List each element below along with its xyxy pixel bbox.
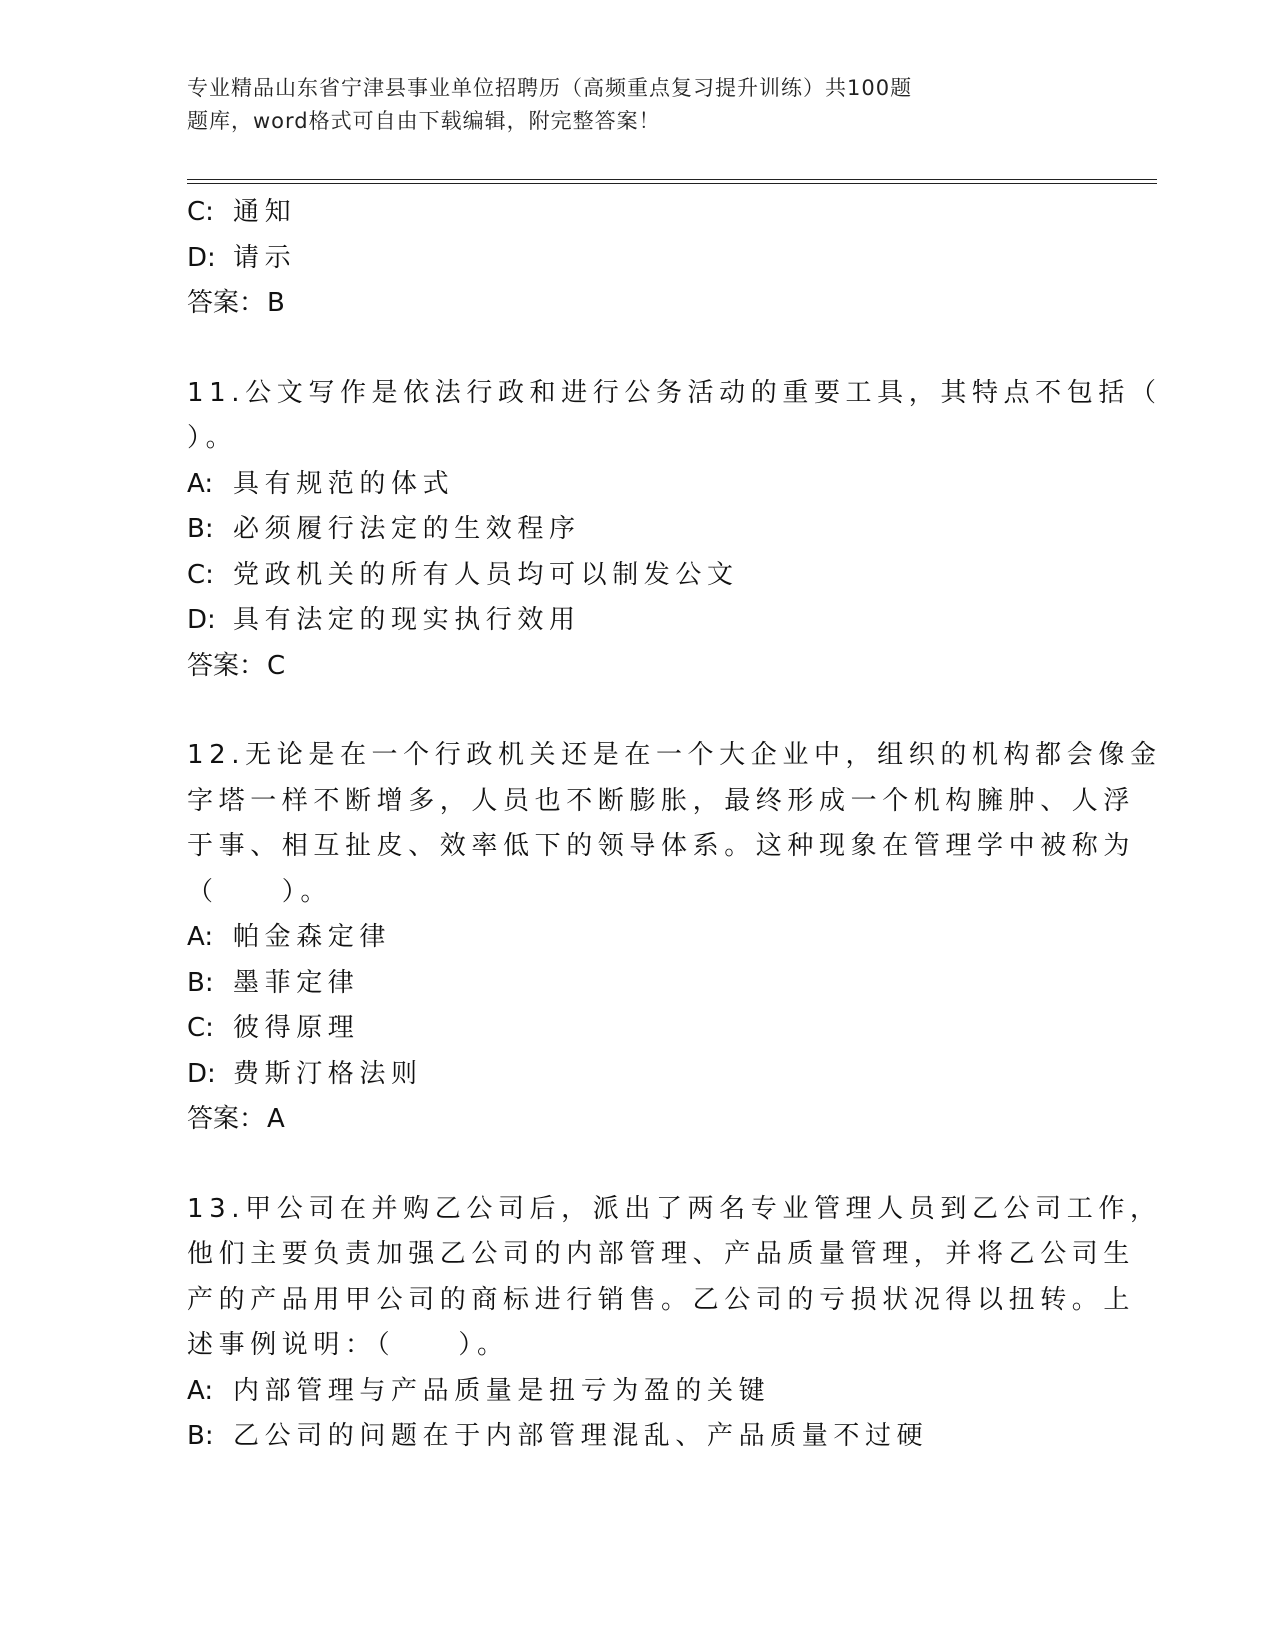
question-11 (187, 371, 1162, 690)
answer-label: 答案： (187, 1104, 266, 1134)
option-key: B: (187, 514, 214, 544)
option-text: 通知 (233, 197, 297, 227)
question-12 (187, 733, 1162, 1143)
option-key: C: (187, 197, 214, 227)
option-d (187, 236, 1087, 282)
header-divider-bottom (187, 183, 1157, 184)
question-stem-line: 他们主要负责加强乙公司的内部管理、产品质量管理，并将乙公司生 (187, 1239, 1136, 1269)
answer-value: C (267, 650, 286, 681)
header-line-1: 专业精品山东省宁津县事业单位招聘历（高频重点复习提升训练）共100题 (187, 76, 913, 100)
option-text: 帕金森定律 (233, 922, 392, 952)
answer-line (187, 644, 1087, 690)
option-text: 墨菲定律 (233, 967, 360, 998)
question-stem-line: 13.甲公司在并购乙公司后，派出了两名专业管理人员到乙公司工作， (187, 1193, 1162, 1224)
option-text: 具有规范的体式 (233, 468, 455, 499)
option-key: C: (187, 559, 214, 590)
answer-line (187, 281, 1087, 327)
option-text: 请示 (233, 242, 297, 273)
document-header (187, 72, 1047, 138)
option-key: A: (187, 1375, 214, 1406)
option-key: D: (187, 242, 216, 273)
option-text: 费斯汀格法则 (233, 1058, 423, 1089)
header-line-2: 题库，word格式可自由下载编辑，附完整答案！ (187, 109, 661, 133)
option-d (187, 598, 1087, 644)
option-key: D: (187, 1058, 216, 1089)
answer-line (187, 1097, 1087, 1143)
answer-label: 答案： (187, 650, 266, 681)
option-text: 具有法定的现实执行效用 (233, 605, 581, 635)
option-key: B: (187, 1421, 214, 1451)
option-b (187, 1414, 1087, 1460)
option-a (187, 915, 1087, 961)
option-key: B: (187, 967, 214, 998)
question-stem-line: 述事例说明：（ ）。 (187, 1330, 509, 1360)
option-text: 乙公司的问题在于内部管理混乱、产品质量不过硬 (233, 1421, 929, 1451)
option-text: 内部管理与产品质量是扭亏为盈的关键 (233, 1375, 771, 1406)
question-stem-line: （ ）。 (187, 876, 333, 907)
question-content (187, 190, 1162, 1460)
option-key: D: (187, 605, 216, 635)
continued-question (187, 190, 1087, 327)
question-stem-line: 11.公文写作是依法行政和进行公务活动的重要工具，其特点不包括（ (187, 377, 1162, 408)
answer-value: A (267, 1104, 285, 1134)
option-c (187, 1006, 1087, 1052)
header-divider-top (187, 179, 1157, 180)
option-c (187, 190, 1087, 236)
option-key: A: (187, 468, 214, 499)
question-stem-line: ）。 (187, 423, 238, 453)
option-key: A: (187, 922, 214, 952)
option-a (187, 462, 1087, 508)
option-text: 必须履行法定的生效程序 (233, 514, 581, 544)
question-stem-line: 于事、相互扯皮、效率低下的领导体系。这种现象在管理学中被称为 (187, 831, 1136, 861)
option-d (187, 1052, 1087, 1098)
option-key: C: (187, 1013, 214, 1043)
option-b (187, 507, 1087, 553)
option-text: 党政机关的所有人员均可以制发公文 (233, 559, 739, 590)
option-b (187, 961, 1087, 1007)
answer-label: 答案： (187, 288, 266, 318)
question-stem-line: 字塔一样不断增多，人员也不断膨胀，最终形成一个机构臃肿、人浮 (187, 785, 1136, 816)
question-stem-line: 产的产品用甲公司的商标进行销售。乙公司的亏损状况得以扭转。上 (187, 1284, 1136, 1315)
answer-value: B (267, 288, 285, 318)
question-13 (187, 1187, 1162, 1460)
option-text: 彼得原理 (233, 1013, 360, 1043)
option-c (187, 553, 1087, 599)
option-a (187, 1369, 1087, 1415)
question-stem-line: 12.无论是在一个行政机关还是在一个大企业中，组织的机构都会像金 (187, 740, 1162, 770)
